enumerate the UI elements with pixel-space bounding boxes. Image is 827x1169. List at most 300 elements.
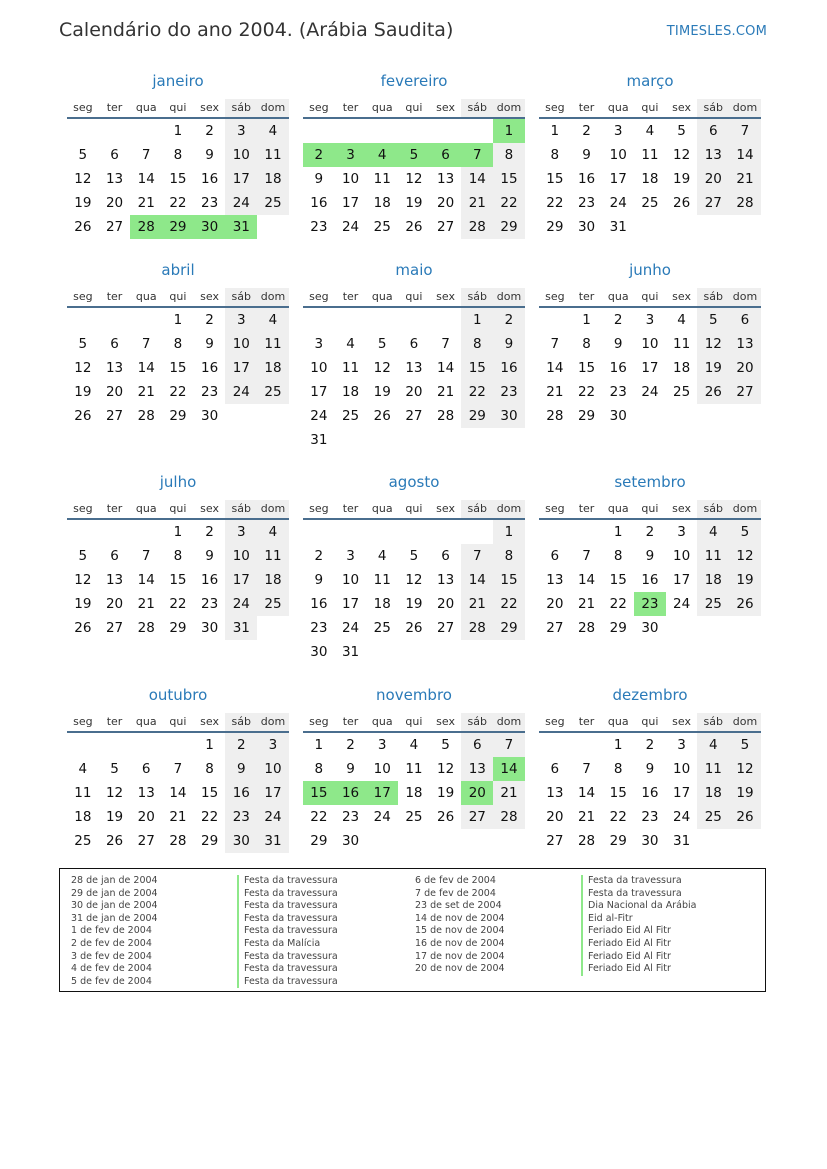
- day-cell[interactable]: 24: [225, 380, 257, 404]
- day-cell[interactable]: 15: [493, 167, 525, 191]
- holiday-day-cell[interactable]: 17: [366, 781, 398, 805]
- day-cell[interactable]: 20: [137, 809, 155, 825]
- day-cell[interactable]: 30: [310, 644, 328, 660]
- day-cell[interactable]: 16: [641, 785, 659, 801]
- day-cell[interactable]: 23: [201, 195, 219, 211]
- day-cell[interactable]: 8: [173, 336, 183, 352]
- day-cell[interactable]: 7: [461, 544, 493, 568]
- day-cell[interactable]: 14: [577, 785, 596, 801]
- day-cell[interactable]: 4: [257, 308, 289, 332]
- day-cell[interactable]: 10: [373, 761, 391, 777]
- day-cell[interactable]: 27: [546, 620, 564, 636]
- day-cell[interactable]: 2: [645, 737, 655, 753]
- day-cell[interactable]: 24: [341, 620, 360, 636]
- day-cell[interactable]: 17: [641, 360, 659, 376]
- day-cell[interactable]: 25: [257, 592, 289, 616]
- day-cell[interactable]: 10: [341, 572, 360, 588]
- holiday-day-cell[interactable]: 5: [398, 143, 430, 167]
- day-cell[interactable]: 30: [577, 219, 596, 235]
- day-cell[interactable]: 17: [673, 572, 691, 588]
- day-cell[interactable]: 21: [461, 191, 493, 215]
- day-cell[interactable]: 19: [729, 781, 761, 805]
- day-cell[interactable]: 31: [609, 219, 627, 235]
- day-cell[interactable]: 11: [373, 171, 391, 187]
- day-cell[interactable]: 19: [74, 195, 92, 211]
- day-cell[interactable]: 9: [645, 761, 655, 777]
- day-cell[interactable]: 9: [225, 757, 257, 781]
- day-cell[interactable]: 27: [437, 219, 455, 235]
- day-cell[interactable]: 28: [577, 833, 596, 849]
- day-cell[interactable]: 10: [225, 544, 257, 568]
- day-cell[interactable]: 15: [169, 360, 187, 376]
- day-cell[interactable]: 24: [673, 596, 691, 612]
- day-cell[interactable]: 15: [461, 356, 493, 380]
- day-cell[interactable]: 22: [609, 809, 627, 825]
- day-cell[interactable]: 16: [310, 596, 328, 612]
- day-cell[interactable]: 2: [314, 548, 324, 564]
- day-cell[interactable]: 15: [169, 171, 187, 187]
- day-cell[interactable]: 30: [609, 408, 627, 424]
- day-cell[interactable]: 3: [645, 312, 655, 328]
- day-cell[interactable]: 9: [582, 147, 591, 163]
- day-cell[interactable]: 12: [373, 360, 391, 376]
- day-cell[interactable]: 19: [74, 384, 92, 400]
- day-cell[interactable]: 4: [645, 123, 655, 139]
- day-cell[interactable]: 31: [310, 432, 328, 448]
- day-cell[interactable]: 18: [405, 785, 423, 801]
- day-cell[interactable]: 16: [310, 195, 328, 211]
- day-cell[interactable]: 23: [641, 809, 659, 825]
- day-cell[interactable]: 7: [141, 336, 151, 352]
- day-cell[interactable]: 2: [205, 312, 214, 328]
- day-cell[interactable]: 23: [493, 380, 525, 404]
- holiday-day-cell[interactable]: 2: [303, 143, 335, 167]
- day-cell[interactable]: 31: [257, 829, 289, 853]
- day-cell[interactable]: 15: [493, 568, 525, 592]
- day-cell[interactable]: 28: [577, 620, 596, 636]
- day-cell[interactable]: 18: [673, 360, 691, 376]
- day-cell[interactable]: 22: [169, 384, 187, 400]
- day-cell[interactable]: 26: [673, 195, 691, 211]
- day-cell[interactable]: 20: [546, 809, 564, 825]
- day-cell[interactable]: 4: [78, 761, 88, 777]
- day-cell[interactable]: 18: [257, 167, 289, 191]
- day-cell[interactable]: 8: [173, 548, 183, 564]
- day-cell[interactable]: 2: [205, 123, 214, 139]
- holiday-day-cell[interactable]: 30: [194, 215, 226, 239]
- day-cell[interactable]: 14: [437, 360, 455, 376]
- day-cell[interactable]: 21: [493, 781, 525, 805]
- day-cell[interactable]: 18: [641, 171, 659, 187]
- day-cell[interactable]: 5: [377, 336, 387, 352]
- day-cell[interactable]: 21: [729, 167, 761, 191]
- day-cell[interactable]: 5: [409, 548, 419, 564]
- day-cell[interactable]: 14: [169, 785, 187, 801]
- day-cell[interactable]: 14: [137, 572, 155, 588]
- holiday-day-cell[interactable]: 20: [461, 781, 493, 805]
- day-cell[interactable]: 6: [110, 147, 119, 163]
- day-cell[interactable]: 24: [225, 592, 257, 616]
- day-cell[interactable]: 1: [173, 524, 183, 540]
- day-cell[interactable]: 16: [201, 360, 219, 376]
- day-cell[interactable]: 24: [641, 384, 659, 400]
- day-cell[interactable]: 27: [105, 408, 124, 424]
- day-cell[interactable]: 25: [697, 592, 729, 616]
- day-cell[interactable]: 13: [405, 360, 423, 376]
- day-cell[interactable]: 7: [550, 336, 560, 352]
- day-cell[interactable]: 7: [582, 548, 591, 564]
- day-cell[interactable]: 5: [677, 123, 686, 139]
- day-cell[interactable]: 6: [461, 733, 493, 757]
- day-cell[interactable]: 18: [74, 809, 92, 825]
- day-cell[interactable]: 11: [257, 143, 289, 167]
- day-cell[interactable]: 2: [613, 312, 623, 328]
- day-cell[interactable]: 6: [141, 761, 151, 777]
- day-cell[interactable]: 21: [137, 596, 155, 612]
- day-cell[interactable]: 9: [205, 336, 214, 352]
- day-cell[interactable]: 24: [373, 809, 391, 825]
- day-cell[interactable]: 25: [257, 191, 289, 215]
- day-cell[interactable]: 7: [173, 761, 183, 777]
- day-cell[interactable]: 18: [257, 356, 289, 380]
- day-cell[interactable]: 7: [141, 147, 151, 163]
- day-cell[interactable]: 25: [641, 195, 659, 211]
- day-cell[interactable]: 29: [310, 833, 328, 849]
- day-cell[interactable]: 7: [441, 336, 450, 352]
- day-cell[interactable]: 18: [341, 384, 360, 400]
- day-cell[interactable]: 4: [677, 312, 686, 328]
- day-cell[interactable]: 19: [697, 356, 729, 380]
- day-cell[interactable]: 4: [257, 119, 289, 143]
- day-cell[interactable]: 12: [405, 171, 423, 187]
- day-cell[interactable]: 29: [169, 620, 187, 636]
- day-cell[interactable]: 1: [173, 312, 183, 328]
- day-cell[interactable]: 22: [169, 195, 187, 211]
- holiday-day-cell[interactable]: 28: [130, 215, 162, 239]
- holiday-day-cell[interactable]: 16: [335, 781, 367, 805]
- holiday-day-cell[interactable]: 1: [493, 119, 525, 143]
- day-cell[interactable]: 3: [677, 737, 686, 753]
- day-cell[interactable]: 5: [78, 147, 88, 163]
- day-cell[interactable]: 27: [105, 620, 124, 636]
- day-cell[interactable]: 21: [137, 384, 155, 400]
- day-cell[interactable]: 19: [105, 809, 124, 825]
- day-cell[interactable]: 10: [257, 757, 289, 781]
- day-cell[interactable]: 16: [225, 781, 257, 805]
- day-cell[interactable]: 19: [729, 568, 761, 592]
- day-cell[interactable]: 6: [729, 308, 761, 332]
- day-cell[interactable]: 13: [137, 785, 155, 801]
- day-cell[interactable]: 8: [582, 336, 591, 352]
- day-cell[interactable]: 16: [577, 171, 596, 187]
- day-cell[interactable]: 11: [697, 757, 729, 781]
- day-cell[interactable]: 25: [373, 620, 391, 636]
- day-cell[interactable]: 1: [550, 123, 560, 139]
- day-cell[interactable]: 5: [110, 761, 119, 777]
- day-cell[interactable]: 23: [609, 384, 627, 400]
- day-cell[interactable]: 19: [673, 171, 691, 187]
- day-cell[interactable]: 26: [105, 833, 124, 849]
- day-cell[interactable]: 6: [441, 548, 450, 564]
- day-cell[interactable]: 14: [461, 568, 493, 592]
- day-cell[interactable]: 2: [645, 524, 655, 540]
- day-cell[interactable]: 8: [205, 761, 214, 777]
- day-cell[interactable]: 16: [609, 360, 627, 376]
- day-cell[interactable]: 28: [461, 616, 493, 640]
- day-cell[interactable]: 18: [373, 596, 391, 612]
- day-cell[interactable]: 10: [609, 147, 627, 163]
- day-cell[interactable]: 27: [105, 219, 124, 235]
- day-cell[interactable]: 6: [409, 336, 419, 352]
- day-cell[interactable]: 11: [341, 360, 360, 376]
- day-cell[interactable]: 29: [461, 404, 493, 428]
- day-cell[interactable]: 29: [201, 833, 219, 849]
- day-cell[interactable]: 16: [201, 572, 219, 588]
- day-cell[interactable]: 12: [74, 360, 92, 376]
- day-cell[interactable]: 27: [437, 620, 455, 636]
- day-cell[interactable]: 19: [373, 384, 391, 400]
- day-cell[interactable]: 19: [405, 195, 423, 211]
- day-cell[interactable]: 12: [729, 544, 761, 568]
- day-cell[interactable]: 29: [577, 408, 596, 424]
- day-cell[interactable]: 16: [493, 356, 525, 380]
- day-cell[interactable]: 29: [546, 219, 564, 235]
- day-cell[interactable]: 3: [225, 119, 257, 143]
- day-cell[interactable]: 27: [697, 191, 729, 215]
- day-cell[interactable]: 3: [677, 524, 686, 540]
- day-cell[interactable]: 20: [437, 195, 455, 211]
- day-cell[interactable]: 6: [697, 119, 729, 143]
- day-cell[interactable]: 22: [609, 596, 627, 612]
- day-cell[interactable]: 11: [74, 785, 92, 801]
- day-cell[interactable]: 30: [225, 829, 257, 853]
- day-cell[interactable]: 11: [373, 572, 391, 588]
- day-cell[interactable]: 13: [437, 171, 455, 187]
- day-cell[interactable]: 7: [493, 733, 525, 757]
- day-cell[interactable]: 8: [461, 332, 493, 356]
- day-cell[interactable]: 3: [225, 308, 257, 332]
- day-cell[interactable]: 29: [609, 620, 627, 636]
- day-cell[interactable]: 24: [341, 219, 360, 235]
- day-cell[interactable]: 29: [169, 408, 187, 424]
- day-cell[interactable]: 18: [373, 195, 391, 211]
- day-cell[interactable]: 2: [582, 123, 591, 139]
- day-cell[interactable]: 20: [405, 384, 423, 400]
- day-cell[interactable]: 26: [729, 592, 761, 616]
- day-cell[interactable]: 23: [225, 805, 257, 829]
- day-cell[interactable]: 19: [405, 596, 423, 612]
- day-cell[interactable]: 20: [105, 596, 124, 612]
- day-cell[interactable]: 9: [314, 572, 324, 588]
- day-cell[interactable]: 3: [314, 336, 324, 352]
- day-cell[interactable]: 1: [582, 312, 591, 328]
- day-cell[interactable]: 25: [373, 219, 391, 235]
- day-cell[interactable]: 4: [697, 733, 729, 757]
- day-cell[interactable]: 26: [373, 408, 391, 424]
- day-cell[interactable]: 24: [609, 195, 627, 211]
- day-cell[interactable]: 20: [105, 384, 124, 400]
- day-cell[interactable]: 20: [697, 167, 729, 191]
- day-cell[interactable]: 1: [314, 737, 324, 753]
- day-cell[interactable]: 22: [310, 809, 328, 825]
- day-cell[interactable]: 7: [141, 548, 151, 564]
- day-cell[interactable]: 11: [257, 332, 289, 356]
- day-cell[interactable]: 16: [201, 171, 219, 187]
- day-cell[interactable]: 1: [613, 737, 623, 753]
- day-cell[interactable]: 24: [673, 809, 691, 825]
- day-cell[interactable]: 12: [105, 785, 124, 801]
- day-cell[interactable]: 20: [105, 195, 124, 211]
- day-cell[interactable]: 29: [493, 215, 525, 239]
- day-cell[interactable]: 30: [493, 404, 525, 428]
- day-cell[interactable]: 1: [173, 123, 183, 139]
- day-cell[interactable]: 18: [697, 781, 729, 805]
- day-cell[interactable]: 5: [78, 336, 88, 352]
- holiday-day-cell[interactable]: 6: [430, 143, 462, 167]
- day-cell[interactable]: 3: [377, 737, 387, 753]
- day-cell[interactable]: 7: [582, 761, 591, 777]
- day-cell[interactable]: 17: [225, 167, 257, 191]
- day-cell[interactable]: 9: [205, 147, 214, 163]
- day-cell[interactable]: 4: [346, 336, 355, 352]
- day-cell[interactable]: 3: [613, 123, 623, 139]
- holiday-day-cell[interactable]: 14: [493, 757, 525, 781]
- day-cell[interactable]: 17: [225, 568, 257, 592]
- day-cell[interactable]: 31: [341, 644, 360, 660]
- day-cell[interactable]: 26: [729, 805, 761, 829]
- day-cell[interactable]: 13: [697, 143, 729, 167]
- day-cell[interactable]: 24: [257, 805, 289, 829]
- day-cell[interactable]: 6: [550, 548, 560, 564]
- holiday-day-cell[interactable]: 15: [303, 781, 335, 805]
- day-cell[interactable]: 22: [169, 596, 187, 612]
- day-cell[interactable]: 25: [673, 384, 691, 400]
- day-cell[interactable]: 27: [729, 380, 761, 404]
- day-cell[interactable]: 4: [697, 520, 729, 544]
- day-cell[interactable]: 21: [437, 384, 455, 400]
- day-cell[interactable]: 8: [550, 147, 560, 163]
- day-cell[interactable]: 22: [493, 191, 525, 215]
- day-cell[interactable]: 12: [405, 572, 423, 588]
- day-cell[interactable]: 11: [673, 336, 691, 352]
- day-cell[interactable]: 13: [105, 572, 124, 588]
- day-cell[interactable]: 20: [437, 596, 455, 612]
- day-cell[interactable]: 21: [137, 195, 155, 211]
- day-cell[interactable]: 10: [673, 548, 691, 564]
- day-cell[interactable]: 20: [729, 356, 761, 380]
- day-cell[interactable]: 9: [613, 336, 623, 352]
- day-cell[interactable]: 23: [310, 219, 328, 235]
- day-cell[interactable]: 21: [577, 809, 596, 825]
- day-cell[interactable]: 1: [205, 737, 214, 753]
- day-cell[interactable]: 3: [346, 548, 355, 564]
- day-cell[interactable]: 22: [461, 380, 493, 404]
- day-cell[interactable]: 30: [201, 408, 219, 424]
- day-cell[interactable]: 25: [697, 805, 729, 829]
- holiday-day-cell[interactable]: 3: [335, 143, 367, 167]
- day-cell[interactable]: 28: [169, 833, 187, 849]
- day-cell[interactable]: 10: [225, 332, 257, 356]
- day-cell[interactable]: 12: [697, 332, 729, 356]
- day-cell[interactable]: 5: [729, 733, 761, 757]
- day-cell[interactable]: 4: [257, 520, 289, 544]
- day-cell[interactable]: 28: [137, 620, 155, 636]
- day-cell[interactable]: 10: [225, 143, 257, 167]
- brand-logo-text[interactable]: TIMESLES.COM: [666, 24, 767, 39]
- day-cell[interactable]: 23: [577, 195, 596, 211]
- day-cell[interactable]: 9: [645, 548, 655, 564]
- day-cell[interactable]: 13: [546, 785, 564, 801]
- day-cell[interactable]: 14: [137, 171, 155, 187]
- day-cell[interactable]: 11: [405, 761, 423, 777]
- day-cell[interactable]: 29: [609, 833, 627, 849]
- day-cell[interactable]: 7: [729, 119, 761, 143]
- day-cell[interactable]: 17: [310, 384, 328, 400]
- day-cell[interactable]: 8: [493, 544, 525, 568]
- day-cell[interactable]: 9: [346, 761, 355, 777]
- day-cell[interactable]: 13: [105, 360, 124, 376]
- day-cell[interactable]: 24: [225, 191, 257, 215]
- day-cell[interactable]: 19: [437, 785, 455, 801]
- day-cell[interactable]: 28: [729, 191, 761, 215]
- day-cell[interactable]: 17: [257, 781, 289, 805]
- day-cell[interactable]: 26: [437, 809, 455, 825]
- day-cell[interactable]: 14: [546, 360, 564, 376]
- day-cell[interactable]: 26: [74, 219, 92, 235]
- day-cell[interactable]: 12: [437, 761, 455, 777]
- day-cell[interactable]: 5: [729, 520, 761, 544]
- day-cell[interactable]: 21: [461, 592, 493, 616]
- day-cell[interactable]: 21: [546, 384, 564, 400]
- day-cell[interactable]: 6: [110, 548, 119, 564]
- day-cell[interactable]: 22: [546, 195, 564, 211]
- day-cell[interactable]: 6: [110, 336, 119, 352]
- holiday-day-cell[interactable]: 23: [634, 592, 666, 616]
- day-cell[interactable]: 2: [225, 733, 257, 757]
- day-cell[interactable]: 27: [461, 805, 493, 829]
- day-cell[interactable]: 25: [405, 809, 423, 825]
- day-cell[interactable]: 14: [461, 167, 493, 191]
- day-cell[interactable]: 29: [493, 616, 525, 640]
- day-cell[interactable]: 15: [546, 171, 564, 187]
- day-cell[interactable]: 4: [409, 737, 419, 753]
- day-cell[interactable]: 28: [546, 408, 564, 424]
- day-cell[interactable]: 8: [613, 761, 623, 777]
- day-cell[interactable]: 26: [74, 408, 92, 424]
- day-cell[interactable]: 2: [205, 524, 214, 540]
- day-cell[interactable]: 1: [613, 524, 623, 540]
- day-cell[interactable]: 21: [169, 809, 187, 825]
- day-cell[interactable]: 28: [437, 408, 455, 424]
- day-cell[interactable]: 27: [546, 833, 564, 849]
- day-cell[interactable]: 13: [461, 757, 493, 781]
- day-cell[interactable]: 26: [405, 219, 423, 235]
- day-cell[interactable]: 17: [341, 195, 360, 211]
- holiday-day-cell[interactable]: 29: [162, 215, 194, 239]
- day-cell[interactable]: 22: [493, 592, 525, 616]
- day-cell[interactable]: 23: [201, 596, 219, 612]
- day-cell[interactable]: 1: [493, 520, 525, 544]
- day-cell[interactable]: 31: [225, 616, 257, 640]
- day-cell[interactable]: 8: [493, 143, 525, 167]
- day-cell[interactable]: 17: [673, 785, 691, 801]
- day-cell[interactable]: 1: [461, 308, 493, 332]
- day-cell[interactable]: 9: [493, 332, 525, 356]
- day-cell[interactable]: 15: [609, 785, 627, 801]
- day-cell[interactable]: 14: [577, 572, 596, 588]
- day-cell[interactable]: 8: [314, 761, 324, 777]
- day-cell[interactable]: 8: [613, 548, 623, 564]
